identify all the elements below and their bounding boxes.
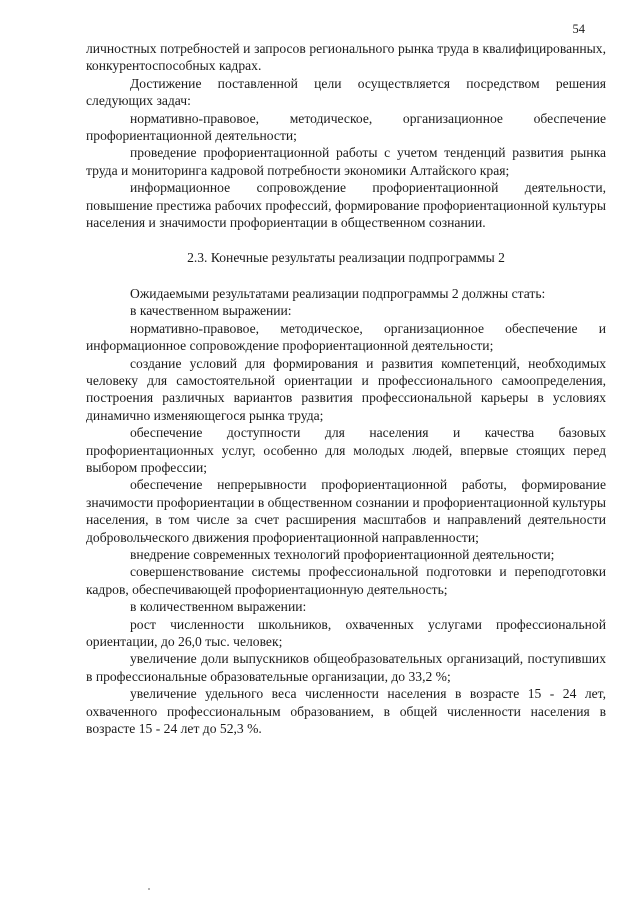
result-item: обеспечение доступности для населения и качества базовых профориентационных услуг, особенно для молодых людей, впервые стоящих перед выбором профессии; [86, 425, 606, 475]
document-body [86, 40, 606, 737]
paragraph-expected-results: Ожидаемыми результатами реализации подпрограммы 2 должны стать: [130, 285, 546, 301]
result-item: увеличение доли выпускников общеобразовательных организаций, поступивших в профессиональные образовательные организации, до 33,2 %; [86, 651, 606, 684]
paragraph-continuation: личностных потребностей и запросов регионального рынка труда в квалифицированных, конкурентоспособных кадрах. [86, 41, 606, 74]
scan-speck [148, 888, 150, 890]
page-number: 54 [572, 22, 585, 36]
task-item-career-guidance-work: проведение профориентационной работы с учетом тенденций развития рынка труда и мониторинга кадровой потребности экономики Алтайского края; [86, 145, 606, 178]
result-item: совершенствование системы профессиональной подготовки и переподготовки кадров, обеспечивающей профориентационную деятельность; [86, 564, 606, 597]
task-item-information-support: информационное сопровождение профориентационной деятельности, повышение престижа рабочих профессий, формирование профориентационной культуры населения и значимости профориентации в общественном сознании. [86, 180, 606, 231]
result-item: нормативно-правовое, методическое, организационное обеспечение и информационное сопровождение профориентационной деятельности; [86, 320, 606, 354]
result-item: увеличение удельного веса численности населения в возрасте 15 - 24 лет, охваченного профессиональным образованием, в общей численности населения в возрасте 15 - 24 лет до 52,3 %. [86, 686, 606, 737]
section-heading: 2.3. Конечные результаты реализации подпрограммы 2 [187, 250, 505, 266]
paragraph-goal-statement: Достижение поставленной цели осуществляется посредством решения следующих задач: [86, 75, 606, 109]
result-item: внедрение современных технологий профориентационной деятельности; [130, 546, 555, 562]
result-item: обеспечение непрерывности профориентационной работы, формирование значимости профориентации в общественном сознании и профориентационной культуры населения, в том числе за счет расширения масштабов и направлений деятельности добровольческого движения профориентационной направленности; [86, 477, 606, 545]
task-item-regulatory: нормативно-правовое, методическое, организационное обеспечение профориентационной деятельности; [86, 110, 606, 144]
subheading-quantitative: в количественном выражении: [130, 599, 307, 615]
subheading-qualitative: в качественном выражении: [130, 303, 292, 319]
result-item: рост численности школьников, охваченных услугами профессиональной ориентации, до 26,0 тыс. человек; [86, 616, 606, 649]
result-item: создание условий для формирования и развития компетенций, необходимых человеку для самостоятельной ориентации и профессионального самоопределения, построения различных вариантов развития профессиональной карьеры в условиях динамично изменяющегося рынка труда; [86, 355, 606, 423]
